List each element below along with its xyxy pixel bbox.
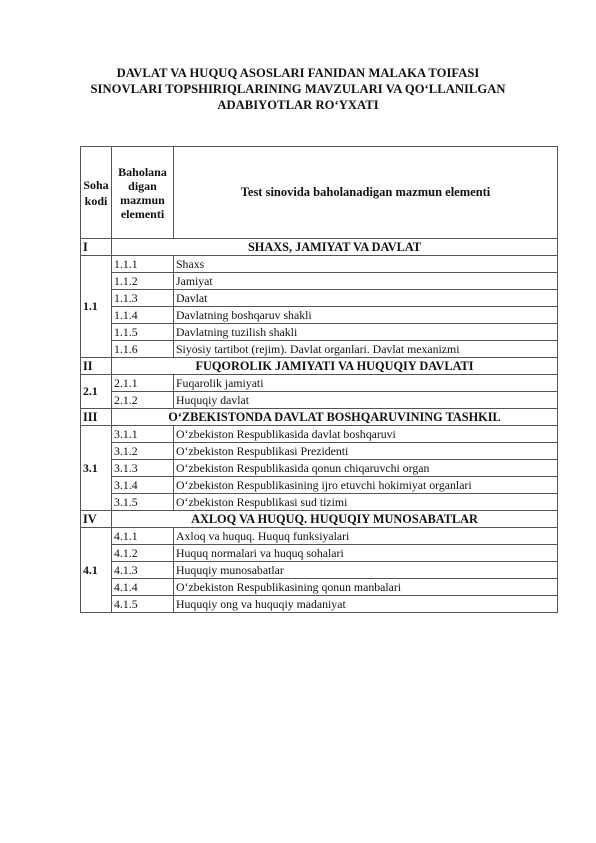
title-line: DAVLAT VA HUQUQ ASOSLARI FANIDAN MALAKA TOIFASI — [116, 66, 480, 80]
item-code: 3.1.3 — [112, 460, 174, 477]
item-name: Huquq normalari va huquq sohalari — [174, 545, 558, 562]
section-row — [81, 511, 558, 528]
group-code: 4.1 — [81, 528, 112, 613]
section-row — [81, 239, 558, 256]
item-code: 4.1.4 — [112, 579, 174, 596]
item-code: 3.1.1 — [112, 426, 174, 443]
table-row — [81, 528, 558, 545]
item-code: 1.1.2 — [112, 273, 174, 290]
section-title: SHAXS, JAMIYAT VA DAVLAT — [112, 239, 558, 256]
table-row — [81, 307, 558, 324]
page-title — [60, 65, 536, 113]
header-description: Test sinovida baholanadigan mazmun elementi — [174, 147, 558, 239]
item-name: O‘zbekiston Respublikasi Prezidenti — [174, 443, 558, 460]
section-row — [81, 358, 558, 375]
item-name: Huquqiy davlat — [174, 392, 558, 409]
item-code: 3.1.2 — [112, 443, 174, 460]
item-code: 1.1.1 — [112, 256, 174, 273]
header-code: Soha kodi — [81, 147, 112, 239]
table-row — [81, 443, 558, 460]
item-name: Huquqiy munosabatlar — [174, 562, 558, 579]
syllabus-table — [80, 146, 558, 613]
table-row — [81, 545, 558, 562]
item-name: O‘zbekiston Respublikasining qonun manbalari — [174, 579, 558, 596]
item-name: O‘zbekiston Respublikasida qonun chiqaruvchi organ — [174, 460, 558, 477]
table-row — [81, 562, 558, 579]
item-name: O‘zbekiston Respublikasida davlat boshqaruvi — [174, 426, 558, 443]
table-row — [81, 477, 558, 494]
table-row — [81, 460, 558, 477]
item-name: Davlatning boshqaruv shakli — [174, 307, 558, 324]
table-row — [81, 290, 558, 307]
item-name: Fuqarolik jamiyati — [174, 375, 558, 392]
table-row — [81, 392, 558, 409]
item-code: 4.1.2 — [112, 545, 174, 562]
table-row — [81, 596, 558, 613]
group-code: 3.1 — [81, 426, 112, 511]
table-body — [81, 239, 558, 613]
item-code: 4.1.5 — [112, 596, 174, 613]
item-name: Davlatning tuzilish shakli — [174, 324, 558, 341]
table-row — [81, 324, 558, 341]
header-assessed: Baholana digan mazmun elementi — [112, 147, 174, 239]
item-code: 1.1.3 — [112, 290, 174, 307]
table-row — [81, 579, 558, 596]
item-code: 1.1.6 — [112, 341, 174, 358]
table-header-row — [81, 147, 558, 239]
table-row — [81, 426, 558, 443]
item-code: 2.1.2 — [112, 392, 174, 409]
section-number: IV — [81, 511, 112, 528]
item-code: 1.1.5 — [112, 324, 174, 341]
section-row — [81, 409, 558, 426]
item-code: 4.1.1 — [112, 528, 174, 545]
section-title: AXLOQ VA HUQUQ. HUQUQIY MUNOSABATLAR — [112, 511, 558, 528]
item-code: 2.1.1 — [112, 375, 174, 392]
table-row — [81, 273, 558, 290]
section-title: O‘ZBEKISTONDA DAVLAT BOSHQARUVINING TASHKIL — [112, 409, 558, 426]
item-name: Jamiyat — [174, 273, 558, 290]
item-name: O‘zbekiston Respublikasining ijro etuvchi hokimiyat organlari — [174, 477, 558, 494]
title-line: SINOVLARI TOPSHIRIQLARINING MAVZULARI VA QO‘LLANILGAN — [90, 82, 506, 96]
item-name: Axloq va huquq. Huquq funksiyalari — [174, 528, 558, 545]
section-number: I — [81, 239, 112, 256]
item-name: Davlat — [174, 290, 558, 307]
title-line: ADABIYOTLAR RO‘YXATI — [217, 98, 379, 112]
section-title: FUQOROLIK JAMIYATI VA HUQUQIY DAVLATI — [112, 358, 558, 375]
group-code: 1.1 — [81, 256, 112, 358]
item-name: O‘zbekiston Respublikasi sud tizimi — [174, 494, 558, 511]
item-code: 1.1.4 — [112, 307, 174, 324]
item-code: 3.1.5 — [112, 494, 174, 511]
item-code: 4.1.3 — [112, 562, 174, 579]
item-name: Siyosiy tartibot (rejim). Davlat organlari. Davlat mexanizmi — [174, 341, 558, 358]
table-row — [81, 375, 558, 392]
group-code: 2.1 — [81, 375, 112, 409]
table-row — [81, 341, 558, 358]
item-name: Huquqiy ong va huquqiy madaniyat — [174, 596, 558, 613]
table-row — [81, 256, 558, 273]
table-row — [81, 494, 558, 511]
item-name: Shaxs — [174, 256, 558, 273]
section-number: III — [81, 409, 112, 426]
item-code: 3.1.4 — [112, 477, 174, 494]
section-number: II — [81, 358, 112, 375]
